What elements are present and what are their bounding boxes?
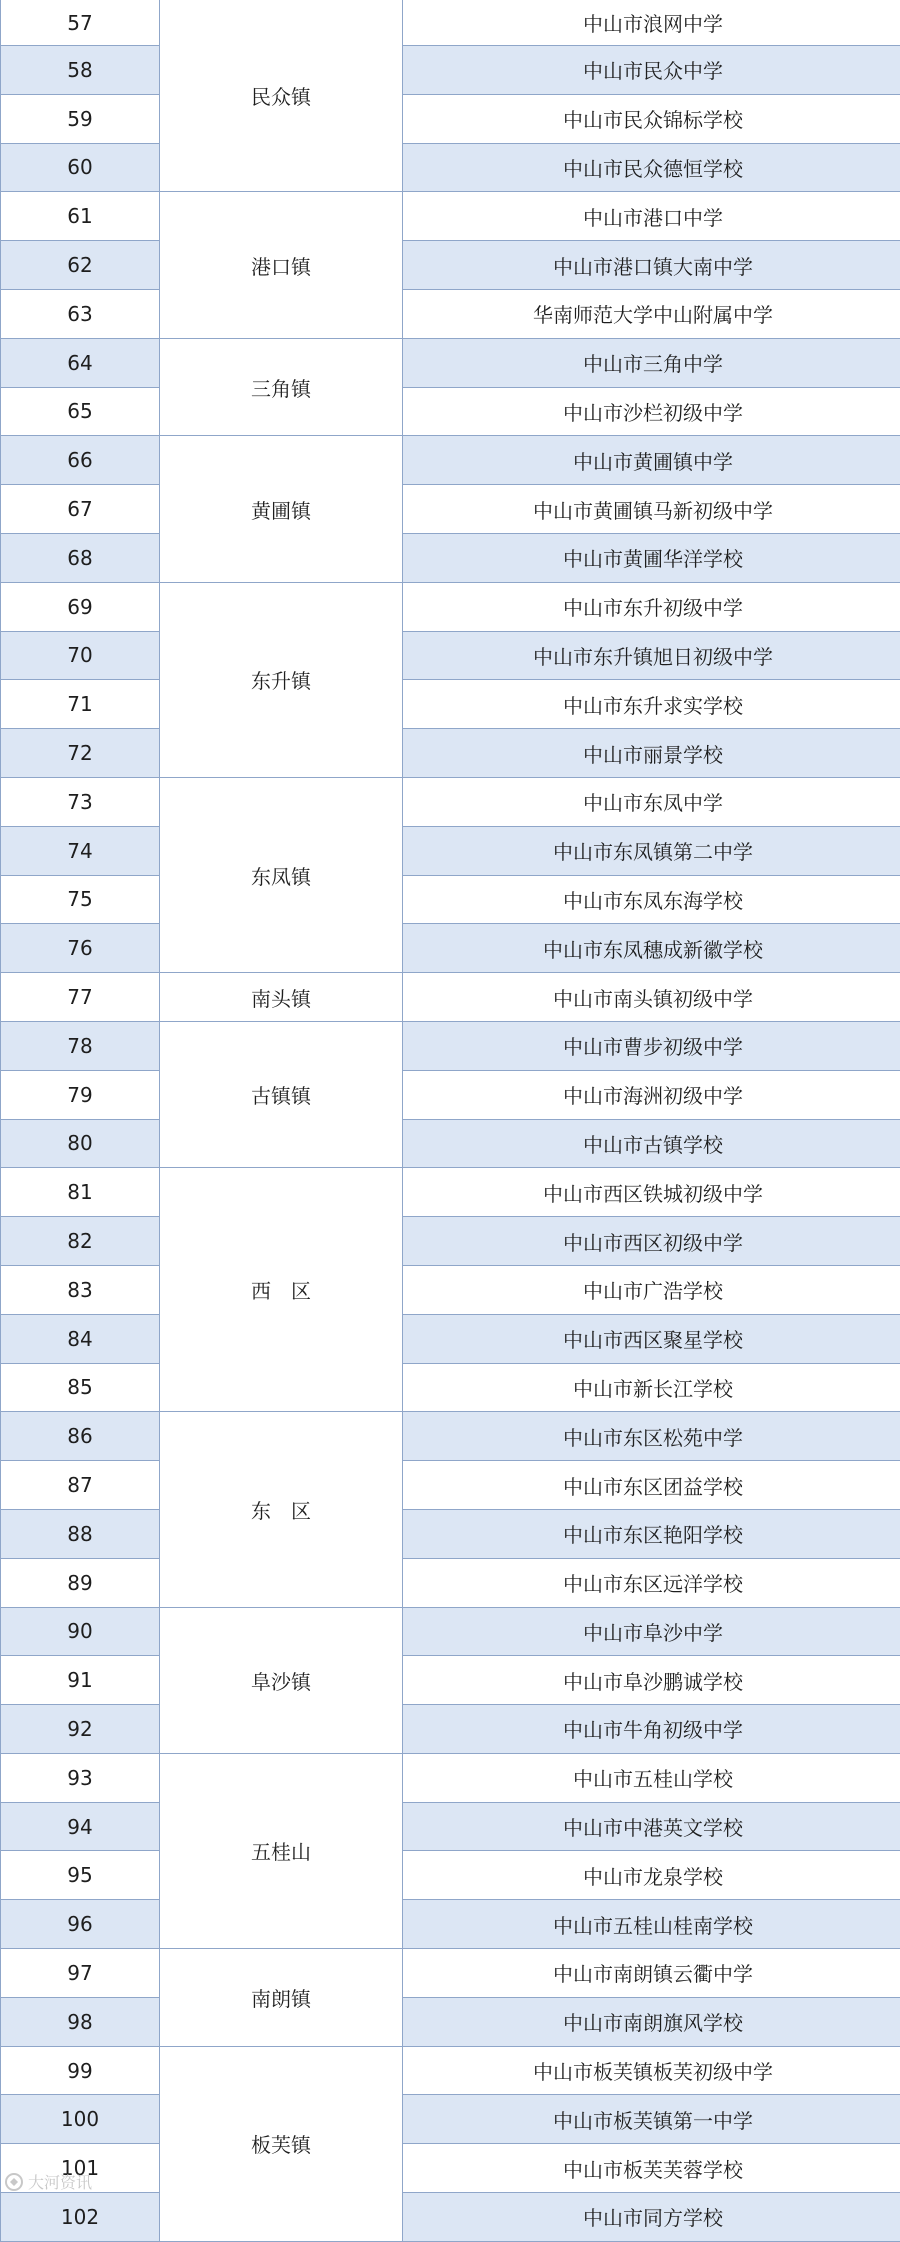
row-number: 85 [1,1363,160,1412]
town-name: 东升镇 [160,582,403,777]
table-row [1,973,900,1022]
table-row [1,729,900,778]
school-name: 中山市丽景学校 [403,729,900,778]
table-row [1,1461,900,1510]
row-number: 82 [1,1217,160,1266]
school-name: 中山市五桂山学校 [403,1753,900,1802]
row-number: 89 [1,1558,160,1607]
table-row [1,1509,900,1558]
row-number: 57 [1,0,160,46]
school-name: 中山市黄圃华洋学校 [403,533,900,582]
table-row [1,1900,900,1949]
row-number: 99 [1,2046,160,2095]
watermark [4,2170,92,2193]
table-row [1,1802,900,1851]
town-name: 阜沙镇 [160,1607,403,1753]
table-row [1,1851,900,1900]
row-number: 71 [1,680,160,729]
row-number: 65 [1,387,160,436]
school-name: 中山市五桂山桂南学校 [403,1900,900,1949]
row-number: 73 [1,777,160,826]
school-name: 中山市港口镇大南中学 [403,241,900,290]
school-name: 中山市板芙芙蓉学校 [403,2144,900,2193]
row-number: 69 [1,582,160,631]
table-row [1,1949,900,1998]
table-row [1,1363,900,1412]
school-name: 中山市东升镇旭日初级中学 [403,631,900,680]
table-row [1,436,900,485]
row-number: 76 [1,924,160,973]
row-number: 100 [1,2095,160,2144]
table-row [1,1217,900,1266]
school-name: 中山市浪网中学 [403,0,900,46]
town-name: 东 区 [160,1412,403,1607]
table-row [1,1412,900,1461]
town-name: 板芙镇 [160,2046,403,2241]
school-name: 中山市西区初级中学 [403,1217,900,1266]
table-row [1,46,900,95]
table-row [1,241,900,290]
table-row [1,777,900,826]
table-row [1,680,900,729]
table-row [1,192,900,241]
town-name: 南头镇 [160,973,403,1022]
school-name: 中山市东区松苑中学 [403,1412,900,1461]
table-row [1,387,900,436]
table-row [1,0,900,46]
row-number: 68 [1,533,160,582]
table-row [1,289,900,338]
school-name: 中山市东区艳阳学校 [403,1509,900,1558]
school-name: 中山市西区铁城初级中学 [403,1168,900,1217]
school-name: 华南师范大学中山附属中学 [403,289,900,338]
row-number: 90 [1,1607,160,1656]
row-number: 102 [1,2193,160,2242]
town-name: 民众镇 [160,0,403,192]
school-name: 中山市古镇学校 [403,1119,900,1168]
row-number: 101 [1,2144,160,2193]
school-name: 中山市东升求实学校 [403,680,900,729]
school-name: 中山市东区远洋学校 [403,1558,900,1607]
table-row [1,1656,900,1705]
school-name: 中山市东凤穗成新徽学校 [403,924,900,973]
school-name: 中山市新长江学校 [403,1363,900,1412]
school-name: 中山市曹步初级中学 [403,1021,900,1070]
school-name: 中山市西区聚星学校 [403,1314,900,1363]
table-row [1,1705,900,1754]
row-number: 94 [1,1802,160,1851]
school-name: 中山市东区团益学校 [403,1461,900,1510]
table-row [1,143,900,192]
row-number: 63 [1,289,160,338]
school-name: 中山市三角中学 [403,338,900,387]
row-number: 66 [1,436,160,485]
row-number: 59 [1,94,160,143]
school-name: 中山市东凤中学 [403,777,900,826]
row-number: 95 [1,1851,160,1900]
school-name: 中山市港口中学 [403,192,900,241]
row-number: 93 [1,1753,160,1802]
school-name: 中山市东凤东海学校 [403,875,900,924]
town-name: 三角镇 [160,338,403,436]
school-name: 中山市牛角初级中学 [403,1705,900,1754]
table-row [1,2144,900,2193]
school-name: 中山市东凤镇第二中学 [403,826,900,875]
row-number: 60 [1,143,160,192]
table-row [1,631,900,680]
school-name: 中山市阜沙鹏诚学校 [403,1656,900,1705]
table-row [1,582,900,631]
school-name: 中山市东升初级中学 [403,582,900,631]
school-name: 中山市板芙镇板芙初级中学 [403,2046,900,2095]
row-number: 58 [1,46,160,95]
row-number: 72 [1,729,160,778]
school-name: 中山市南朗旗风学校 [403,1997,900,2046]
table-row [1,1070,900,1119]
table-row [1,1753,900,1802]
row-number: 83 [1,1265,160,1314]
row-number: 78 [1,1021,160,1070]
row-number: 80 [1,1119,160,1168]
table-row [1,1168,900,1217]
town-name: 五桂山 [160,1753,403,1948]
row-number: 77 [1,973,160,1022]
row-number: 75 [1,875,160,924]
school-name: 中山市黄圃镇马新初级中学 [403,485,900,534]
table-row [1,2193,900,2242]
row-number: 97 [1,1949,160,1998]
row-number: 87 [1,1461,160,1510]
table-row [1,338,900,387]
row-number: 70 [1,631,160,680]
table-row [1,1021,900,1070]
school-name: 中山市阜沙中学 [403,1607,900,1656]
table-row [1,533,900,582]
town-name: 黄圃镇 [160,436,403,582]
table-row [1,1607,900,1656]
town-name: 南朗镇 [160,1949,403,2047]
table-row [1,1997,900,2046]
school-name: 中山市民众中学 [403,46,900,95]
school-name: 中山市广浩学校 [403,1265,900,1314]
row-number: 79 [1,1070,160,1119]
row-number: 74 [1,826,160,875]
school-name: 中山市板芙镇第一中学 [403,2095,900,2144]
school-name: 中山市民众锦标学校 [403,94,900,143]
table-row [1,875,900,924]
town-name: 古镇镇 [160,1021,403,1167]
school-name: 中山市中港英文学校 [403,1802,900,1851]
row-number: 64 [1,338,160,387]
row-number: 81 [1,1168,160,1217]
school-name: 中山市海洲初级中学 [403,1070,900,1119]
row-number: 61 [1,192,160,241]
school-name: 中山市南头镇初级中学 [403,973,900,1022]
table-row [1,1558,900,1607]
table-row [1,1265,900,1314]
row-number: 98 [1,1997,160,2046]
school-name: 中山市同方学校 [403,2193,900,2242]
town-name: 西 区 [160,1168,403,1412]
table-row [1,2095,900,2144]
school-name: 中山市南朗镇云衢中学 [403,1949,900,1998]
table-row [1,826,900,875]
row-number: 67 [1,485,160,534]
watermark-logo-icon [4,2172,24,2192]
row-number: 92 [1,1705,160,1754]
row-number: 86 [1,1412,160,1461]
table-row [1,485,900,534]
watermark-text: 大河资讯 [28,2170,92,2193]
school-name: 中山市民众德恒学校 [403,143,900,192]
row-number: 84 [1,1314,160,1363]
town-name: 东凤镇 [160,777,403,972]
row-number: 96 [1,1900,160,1949]
table-row [1,2046,900,2095]
table-row [1,1119,900,1168]
table-row [1,1314,900,1363]
table-row [1,94,900,143]
town-name: 港口镇 [160,192,403,338]
school-name: 中山市龙泉学校 [403,1851,900,1900]
row-number: 91 [1,1656,160,1705]
school-table-body [1,0,900,2241]
row-number: 62 [1,241,160,290]
school-name: 中山市黄圃镇中学 [403,436,900,485]
row-number: 88 [1,1509,160,1558]
school-name: 中山市沙栏初级中学 [403,387,900,436]
table-row [1,924,900,973]
